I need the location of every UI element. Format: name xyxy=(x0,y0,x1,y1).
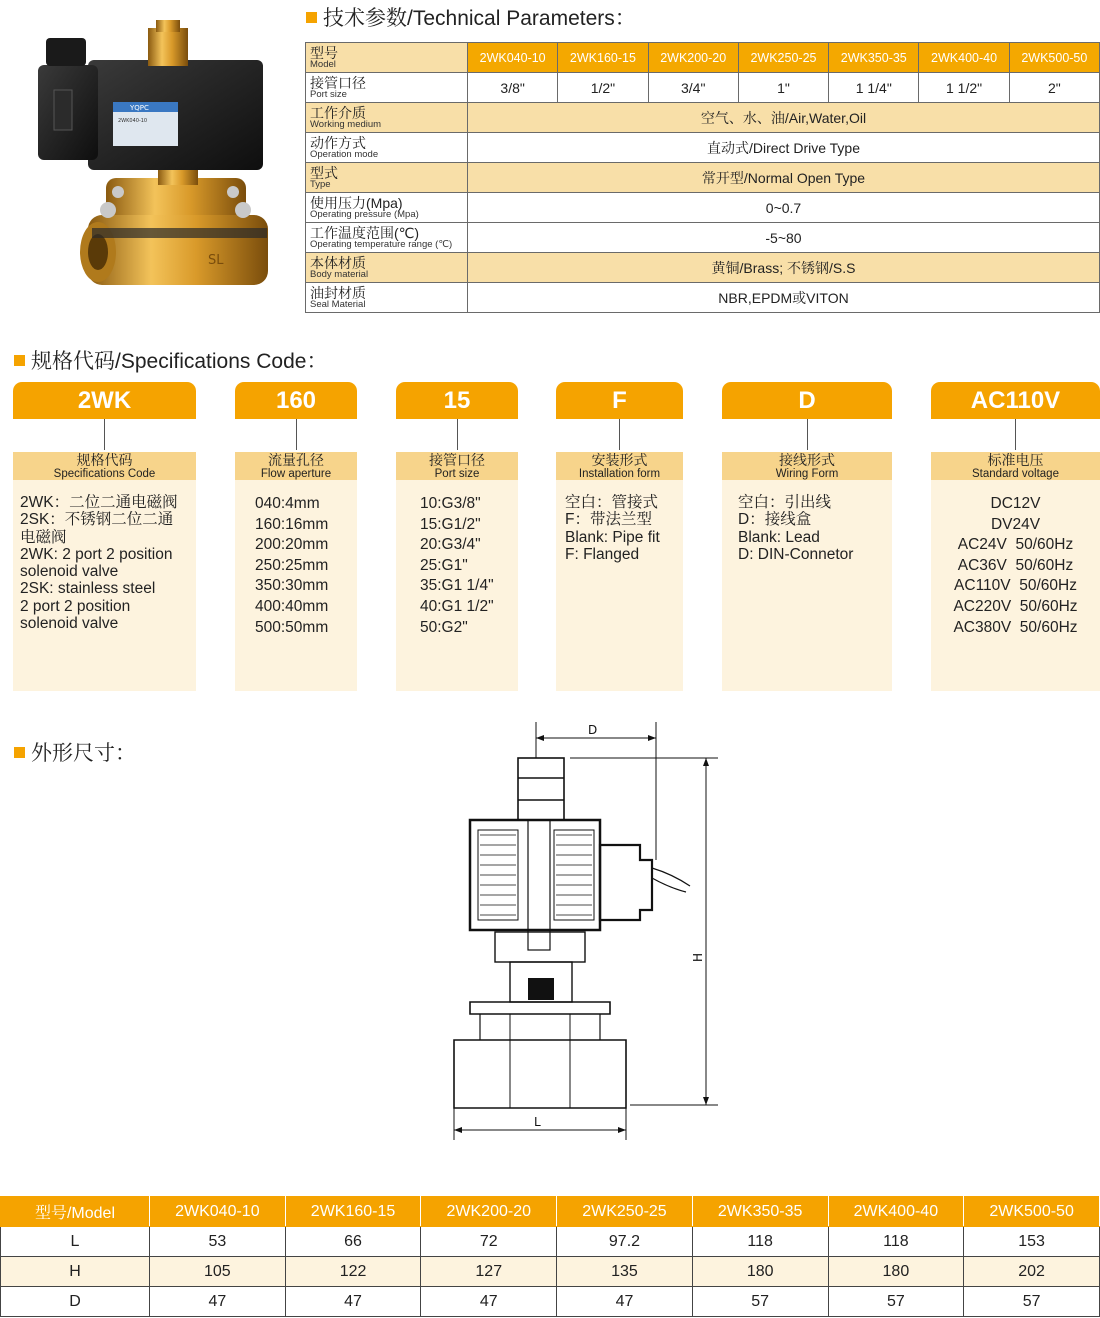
dim-label-l: L xyxy=(534,1115,541,1129)
param-value: -5~80 xyxy=(468,223,1100,253)
connector-line xyxy=(619,419,620,450)
connector-line xyxy=(457,419,458,450)
code-segment-port: 15 xyxy=(396,382,518,419)
model-cell: 2WK500-50 xyxy=(1009,43,1099,73)
model-cell: 2WK200-20 xyxy=(648,43,738,73)
dimension-model-cell: 2WK200-20 xyxy=(421,1197,557,1227)
code-box-aperture: 流量孔径 Flow aperture 040:4mm 160:16mm 200:20mm 250:25mm 350:30mm 400:40mm 500:50mm xyxy=(235,452,357,691)
spec-code-title: 规格代码/Specifications Code： xyxy=(14,345,327,375)
dimension-model-cell: 2WK160-15 xyxy=(285,1197,421,1227)
param-value: NBR,EPDM或VITON xyxy=(468,283,1100,313)
param-row: 工作介质 Working medium 空气、水、油/Air,Water,Oil xyxy=(306,103,1100,133)
model-cell: 2WK350-35 xyxy=(829,43,919,73)
dimension-model-cell: 2WK040-10 xyxy=(150,1197,286,1227)
param-row: 型式 Type 常开型/Normal Open Type xyxy=(306,163,1100,193)
tech-params-title: 技术参数/Technical Parameters： xyxy=(306,2,636,32)
code-segment-aperture: 160 xyxy=(235,382,357,419)
valve-photo xyxy=(18,20,288,310)
param-value: 常开型/Normal Open Type xyxy=(468,163,1100,193)
bullet-square-icon xyxy=(306,12,317,23)
dimension-row-h: H 105 122 127 135 180 180 202 xyxy=(1,1257,1100,1287)
dimension-table xyxy=(0,1196,1100,1317)
dimensions-title: 外形尺寸： xyxy=(14,737,136,767)
port-cell: 1 1/2" xyxy=(919,73,1009,103)
port-cell: 2" xyxy=(1009,73,1099,103)
port-cell: 3/4" xyxy=(648,73,738,103)
model-cell: 2WK250-25 xyxy=(738,43,828,73)
param-value: 黄铜/Brass; 不锈钢/S.S xyxy=(468,253,1100,283)
dimension-model-cell: 2WK400-40 xyxy=(828,1197,964,1227)
dimension-header-row xyxy=(1,1197,1100,1227)
connector-line xyxy=(807,419,808,450)
code-segment-series: 2WK xyxy=(13,382,196,419)
port-size-row: 接管口径 Port size 3/8" 1/2" 3/4" 1" 1 1/4" 1 1/2" 2" xyxy=(306,73,1100,103)
dim-label-h: H xyxy=(691,952,705,962)
port-cell: 1 1/4" xyxy=(829,73,919,103)
code-box-wiring: 接线形式 Wiring Form 空白：引出线 D：接线盒 Blank: Lead D: DIN-Connetor xyxy=(722,452,892,691)
code-box-port: 接管口径 Port size 10:G3/8" 15:G1/2" 20:G3/4" 25:G1" 35:G1 1/4" 40:G1 1/2" 50:G2" xyxy=(396,452,518,691)
param-row: 本体材质 Body material 黄铜/Brass; 不锈钢/S.S xyxy=(306,253,1100,283)
dimension-row-l: L 53 66 72 97.2 118 118 153 xyxy=(1,1227,1100,1257)
code-box-series: 规格代码 Specifications Code 2WK：二位二通电磁阀 2SK：不锈钢二位二通 电磁阀 2WK: 2 port 2 position solenoid valve 2SK: stainless steel 2 port 2 position solenoid valve xyxy=(13,452,196,691)
bullet-square-icon xyxy=(14,355,25,366)
tech-params-table xyxy=(305,42,1100,313)
model-label: 2WK040-10 xyxy=(118,118,148,124)
connector-line xyxy=(296,419,297,450)
code-segment-voltage: AC110V xyxy=(931,382,1100,419)
dimension-model-cell: 2WK500-50 xyxy=(964,1197,1100,1227)
dimension-model-cell: 2WK350-35 xyxy=(692,1197,828,1227)
code-box-voltage: 标准电压 Standard voltage DC12V DV24V AC24V 50/60Hz AC36V 50/60Hz AC110V 50/60Hz AC220V 50/60Hz AC380V 50/60Hz xyxy=(931,452,1100,691)
code-segment-installation: F xyxy=(556,382,683,419)
param-value: 空气、水、油/Air,Water,Oil xyxy=(468,103,1100,133)
param-row: 油封材质 Seal Material NBR,EPDM或VITON xyxy=(306,283,1100,313)
param-value: 0~0.7 xyxy=(468,193,1100,223)
bullet-square-icon xyxy=(14,747,25,758)
dimension-drawing xyxy=(440,720,730,1145)
dimension-row-d: D 47 47 47 47 57 57 57 xyxy=(1,1287,1100,1317)
model-row: 型号 Model 2WK040-10 2WK160-15 2WK200-20 2WK250-25 2WK350-35 2WK400-40 2WK500-50 xyxy=(306,43,1100,73)
brand-label: YQPC xyxy=(130,104,149,112)
connector-line xyxy=(1015,419,1016,450)
param-row: 动作方式 Operation mode 直动式/Direct Drive Type xyxy=(306,133,1100,163)
dim-label-d: D xyxy=(588,723,598,737)
port-cell: 3/8" xyxy=(468,73,558,103)
code-segment-wiring: D xyxy=(722,382,892,419)
port-cell: 1/2" xyxy=(558,73,648,103)
port-cell: 1" xyxy=(738,73,828,103)
svg-text:SL: SL xyxy=(208,253,224,268)
param-row: 使用压力(Mpa) Operating pressure (Mpa) 0~0.7 xyxy=(306,193,1100,223)
param-value: 直动式/Direct Drive Type xyxy=(468,133,1100,163)
model-cell: 2WK160-15 xyxy=(558,43,648,73)
dimension-header-label: 型号/Model xyxy=(1,1197,150,1227)
code-box-installation: 安装形式 Installation form 空白：管接式 F：带法兰型 Blank: Pipe fit F: Flanged xyxy=(556,452,683,691)
model-cell: 2WK040-10 xyxy=(468,43,558,73)
param-row: 工作温度范围(℃) Operating temperature range (℃) -5~80 xyxy=(306,223,1100,253)
model-cell: 2WK400-40 xyxy=(919,43,1009,73)
dimension-model-cell: 2WK250-25 xyxy=(557,1197,693,1227)
connector-line xyxy=(104,419,105,450)
